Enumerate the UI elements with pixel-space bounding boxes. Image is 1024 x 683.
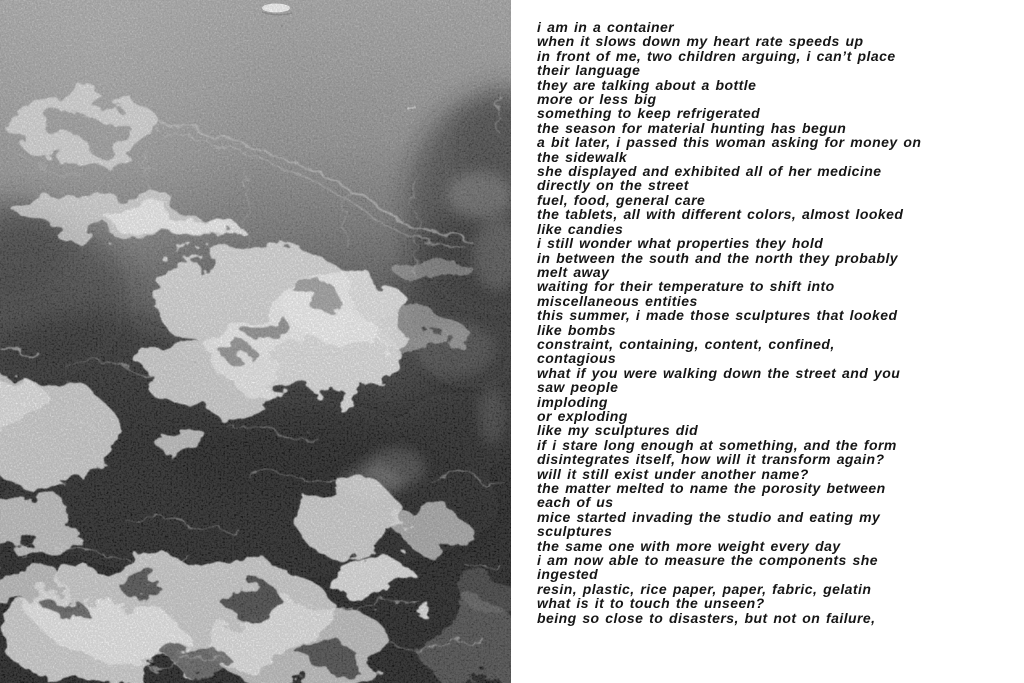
poem-line: in between the south and the north they probably (537, 249, 899, 266)
poem-line: i still wonder what properties they hold (537, 235, 824, 252)
poem-line: i am in a container (537, 19, 675, 35)
poem-line: saw people (537, 379, 619, 396)
poem-line: the matter melted to name the porosity between (537, 480, 886, 496)
poem-line: what if you were walking down the street and you (537, 364, 901, 381)
poem-line: constraint, containing, content, confined, (537, 335, 835, 352)
poem-line: the sidewalk (537, 148, 628, 165)
poem-line: this summer, i made those sculptures that looked (537, 307, 898, 324)
poem-line: in front of me, two children arguing, i can’t place (537, 47, 896, 64)
poem-line: will it still exist under another name? (537, 465, 809, 482)
poem-line: directly on the street (537, 177, 689, 194)
poem-line: mice started invading the studio and eating my (537, 508, 881, 525)
poem-text (537, 20, 1024, 625)
poem-line: waiting for their temperature to shift into (537, 278, 835, 295)
poem-line: when it slows down my heart rate speeds up (537, 33, 864, 50)
poem-line: more or less big (537, 91, 657, 108)
poem-line: like bombs (537, 321, 617, 338)
poem-line: a bit later, i passed this woman asking for money on (537, 134, 922, 151)
poem-line: disintegrates itself, how will it transform again? (537, 451, 885, 468)
poem-line: their language (537, 62, 641, 79)
poem-line: melt away (537, 263, 610, 280)
poem-line: she displayed and exhibited all of her medicine (537, 163, 882, 180)
poem-line: sculptures (537, 523, 613, 540)
poem-line: the tablets, all with different colors, almost looked (537, 206, 904, 223)
poem-line: they are talking about a bottle (537, 76, 757, 93)
poem-line: or exploding (537, 407, 628, 424)
poem-line: each of us (537, 494, 614, 511)
poem-line: if i stare long enough at something, and the form (537, 436, 897, 453)
poem-line: something to keep refrigerated (537, 105, 761, 122)
poem-line: imploding (537, 393, 608, 410)
poem-line: like my sculptures did (537, 422, 699, 439)
water-photo (0, 0, 511, 683)
poem-line: miscellaneous entities (537, 292, 698, 309)
poem-line: resin, plastic, rice paper, paper, fabric, gelatin (537, 580, 872, 597)
poem-line: fuel, food, general care (537, 191, 706, 208)
poem-line: the same one with more weight every day (537, 537, 841, 554)
poem-line: what is it to touch the unseen? (537, 595, 765, 612)
poem-line: the season for material hunting has begun (537, 119, 847, 136)
poem-line: i am now able to measure the components she (537, 552, 878, 569)
poem-line: like candies (537, 220, 624, 237)
poem-line: contagious (537, 350, 617, 367)
poem-line: being so close to disasters, but not on failure, (537, 609, 876, 626)
poem-line: ingested (537, 566, 599, 583)
water-photo-art (0, 0, 511, 683)
